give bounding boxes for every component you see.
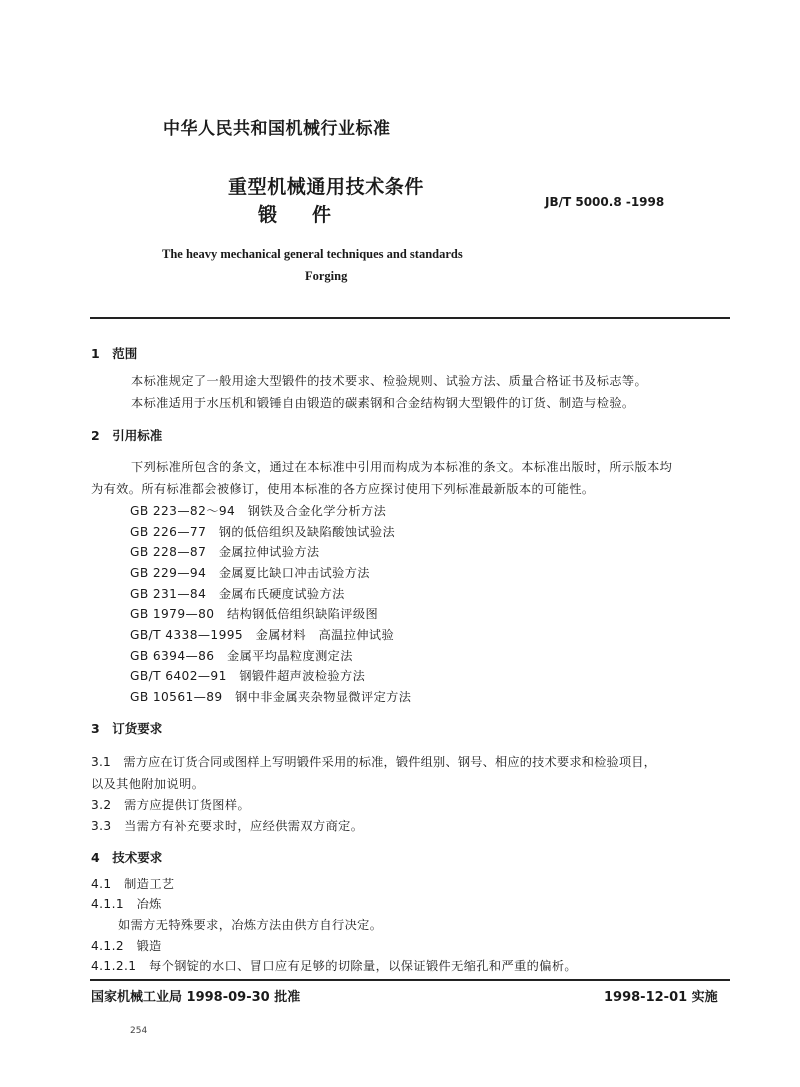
header-rule bbox=[90, 317, 730, 319]
section-heading: 2 引用标准 bbox=[91, 428, 163, 443]
clause: 4.1.1 冶炼 bbox=[91, 897, 162, 911]
reference-item: GB/T 4338—1995 金属材料 高温拉伸试验 bbox=[130, 628, 395, 642]
paragraph: 本标准规定了一般用途大型锻件的技术要求、检验规则、试验方法、质量合格证书及标志等。 bbox=[131, 374, 648, 388]
section-heading: 3 订货要求 bbox=[91, 721, 163, 736]
reference-item: GB 226—77 钢的低倍组织及缺陷酸蚀试验法 bbox=[130, 525, 396, 539]
document-subtitle: 锻 件 bbox=[258, 204, 340, 226]
reference-item: GB 1979—80 结构钢低倍组织缺陷评级图 bbox=[130, 607, 379, 621]
reference-item: GB/T 6402—91 钢锻件超声波检验方法 bbox=[130, 669, 366, 683]
document-title: 重型机械通用技术条件 bbox=[228, 176, 425, 198]
reference-item: GB 6394—86 金属平均晶粒度测定法 bbox=[130, 649, 353, 663]
paragraph: 下列标准所包含的条文，通过在本标准中引用而构成为本标准的条文。本标准出版时，所示版本均 bbox=[131, 460, 673, 474]
reference-item: GB 10561—89 钢中非金属夹杂物显微评定方法 bbox=[130, 690, 412, 704]
approval-date: 国家机械工业局 1998-09-30 批准 bbox=[91, 990, 301, 1005]
reference-item: GB 231—84 金属布氏硬度试验方法 bbox=[130, 587, 345, 601]
section-heading: 4 技术要求 bbox=[91, 850, 163, 865]
paragraph: 本标准适用于水压机和锻锤自由锻造的碳素钢和合金结构钢大型锻件的订货、制造与检验。 bbox=[131, 396, 635, 410]
org-standard-heading: 中华人民共和国机械行业标准 bbox=[163, 119, 391, 139]
reference-item: GB 229—94 金属夏比缺口冲击试验方法 bbox=[130, 566, 370, 580]
clause: 4.1 制造工艺 bbox=[91, 877, 175, 891]
clause: 4.1.2 锻造 bbox=[91, 939, 162, 953]
clause: 3.2 需方应提供订货图样。 bbox=[91, 798, 251, 812]
english-subtitle: Forging bbox=[305, 269, 348, 283]
reference-item: GB 223—82～94 钢铁及合金化学分析方法 bbox=[130, 504, 387, 518]
paragraph: 如需方无特殊要求，冶炼方法由供方自行决定。 bbox=[118, 918, 383, 932]
standard-code: JB/T 5000.8 -1998 bbox=[545, 195, 665, 209]
clause: 以及其他附加说明。 bbox=[91, 777, 205, 791]
clause: 3.3 当需方有补充要求时，应经供需双方商定。 bbox=[91, 819, 364, 833]
clause: 3.1 需方应在订货合同或图样上写明锻件采用的标准，锻件组别、钢号、相应的技术要求和检验项目， bbox=[91, 755, 657, 769]
reference-item: GB 228—87 金属拉伸试验方法 bbox=[130, 545, 320, 559]
clause: 4.1.2.1 每个钢锭的水口、冒口应有足够的切除量，以保证锻件无缩孔和严重的偏析。 bbox=[91, 959, 578, 973]
section-heading: 1 范围 bbox=[91, 346, 138, 361]
page-number: 254 bbox=[130, 1026, 148, 1036]
footer-rule bbox=[90, 979, 730, 981]
english-title: The heavy mechanical general techniques and standards bbox=[162, 247, 463, 261]
paragraph: 为有效。所有标准都会被修订，使用本标准的各方应探讨使用下列标准最新版本的可能性。 bbox=[91, 482, 595, 496]
effective-date: 1998-12-01 实施 bbox=[604, 990, 718, 1005]
